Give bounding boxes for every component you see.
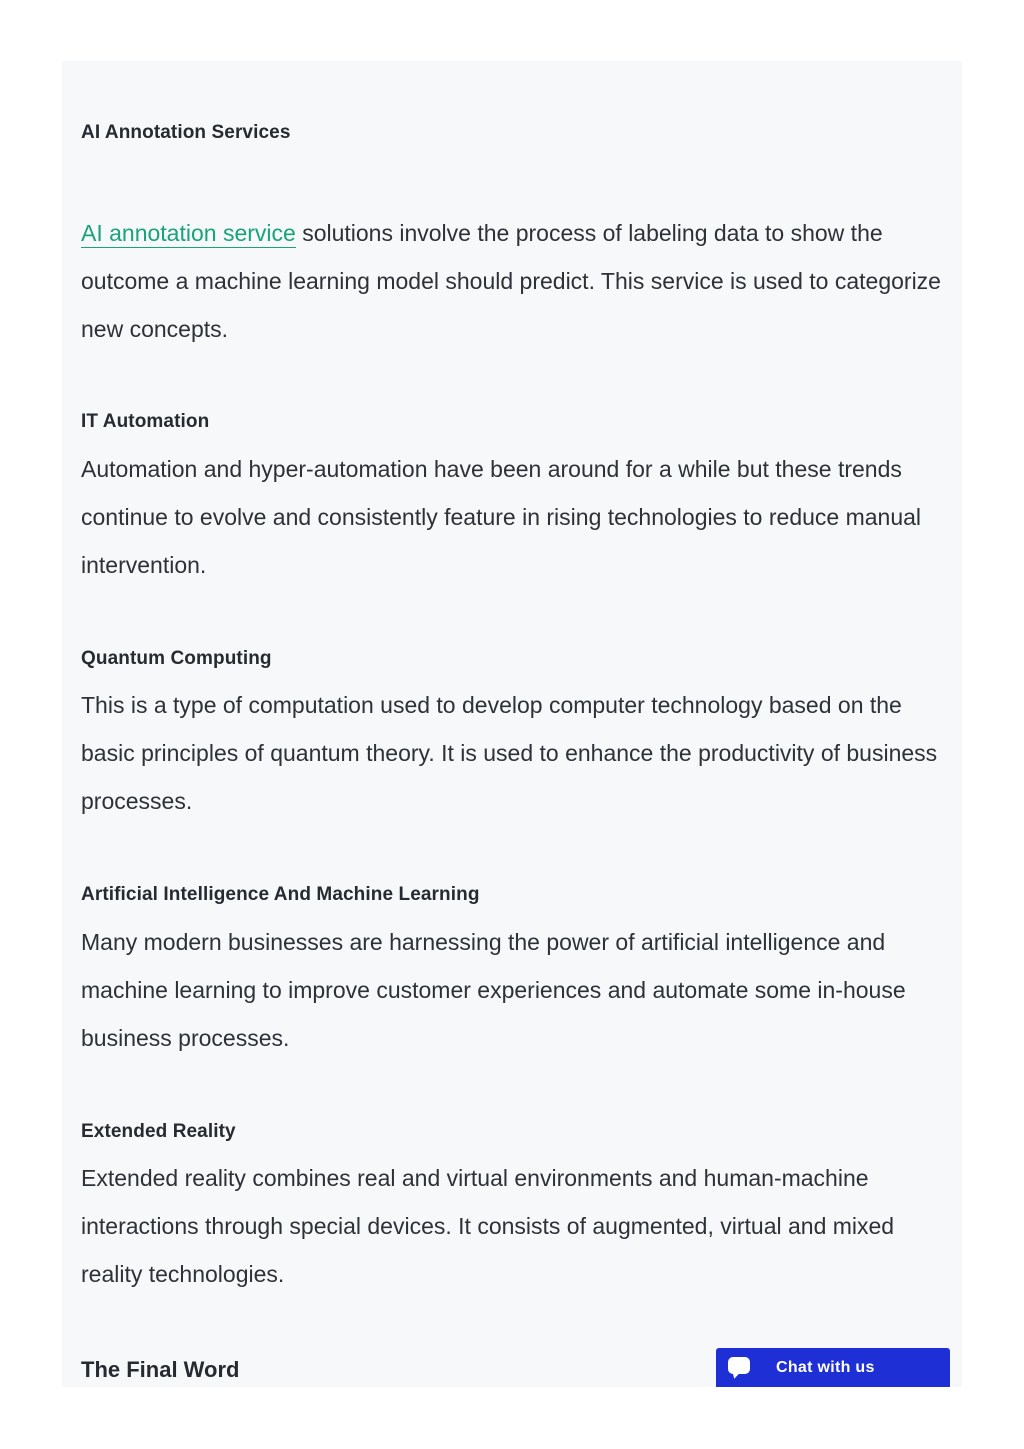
chat-button-label: Chat with us xyxy=(776,1358,875,1376)
ai-annotation-service-link[interactable]: AI annotation service xyxy=(81,220,296,246)
section-heading-it-automation: IT Automation xyxy=(81,411,210,432)
article-panel xyxy=(62,61,962,1387)
section-body-ai-annotation xyxy=(81,209,951,353)
chat-bubble-icon xyxy=(728,1357,752,1379)
section-body-it-automation: Automation and hyper-automation have been around for a while but these trends continue to evolve and consistently feature in rising technologies to reduce manual intervention. xyxy=(81,456,922,578)
section-body-text: solutions involve the process of labeling data to show the outcome a machine learning model should predict. This service is used to categorize new concepts. xyxy=(81,220,941,342)
section-heading-ai-ml: Artificial Intelligence And Machine Learning xyxy=(81,884,480,905)
section-heading-quantum-computing: Quantum Computing xyxy=(81,648,272,669)
section-body-ai-ml: Many modern businesses are harnessing the power of artificial intelligence and machine learning to improve customer experiences and automate some in-house business processes. xyxy=(81,929,906,1051)
section-body-extended-reality: Extended reality combines real and virtual environments and human-machine interactions through special devices. It consists of augmented, virtual and mixed reality technologies. xyxy=(81,1165,895,1287)
chat-with-us-button[interactable] xyxy=(716,1348,950,1387)
final-word-heading: The Final Word xyxy=(81,1357,240,1382)
section-body-quantum-computing: This is a type of computation used to develop computer technology based on the basic principles of quantum theory. It is used to enhance the productivity of business processes. xyxy=(81,692,938,814)
section-heading-ai-annotation: AI Annotation Services xyxy=(81,122,291,143)
section-heading-extended-reality: Extended Reality xyxy=(81,1121,236,1142)
